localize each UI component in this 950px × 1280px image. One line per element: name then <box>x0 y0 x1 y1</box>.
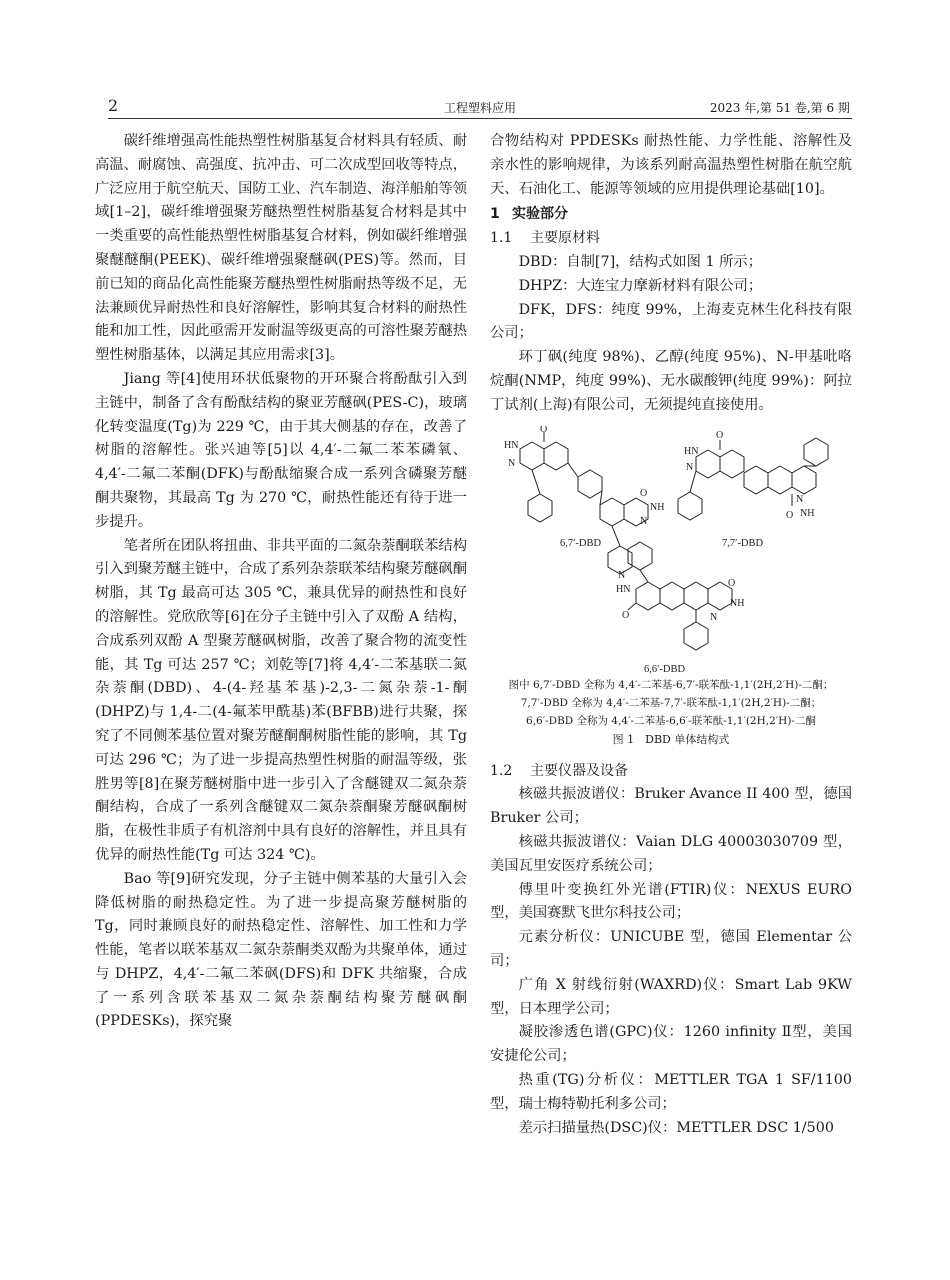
intro-paragraph-continued: 合物结构对 PPDESKs 耐热性能、力学性能、溶解性及亲水性的影响规律，为该系列耐高温热塑性树脂在航空航天、石油化工、能源等领域的应用提供理论基础[10]。 <box>490 133 852 197</box>
material-solvents: 环丁砜(纯度 98%)、乙醇(纯度 95%)、N-甲基吡咯烷酮(NMP，纯度 99%)、无水碳酸钾(纯度 99%)：阿拉丁试剂(上海)有限公司，无须提纯直接使用。 <box>490 349 852 413</box>
instrument-waxrd: 广角 X 射线衍射(WAXRD)仪：Smart Lab 9KW 型，日本理学公司； <box>490 976 852 1017</box>
atom-n-5: N <box>618 569 626 581</box>
instrument-tg: 热重(TG)分析仪：METTLER TGA 1 SF/1100 型，瑞士梅特勒托利多公司； <box>490 1071 852 1112</box>
subsection-heading-instruments <box>490 760 852 784</box>
subsection-number: 1.2 <box>490 762 513 779</box>
material-dfk-dfs: DFK，DFS：纯度 99%，上海麦克林生化科技有限公司； <box>490 301 852 342</box>
atom-nh-2: NH <box>800 507 815 519</box>
atom-nh-1: NH <box>650 501 665 513</box>
figure-caption-2: 7,7′-DBD 全称为 4,4′-二苯基-7,7′-联苯酞-1,1′(2H,2′H)-二酮； <box>520 696 822 709</box>
instrument-elemental: 元素分析仪：UNICUBE 型，德国 Elementar 公司； <box>490 929 852 969</box>
material-dhpz: DHPZ：大连宝力摩新材料有限公司； <box>518 277 763 294</box>
running-header <box>108 96 852 119</box>
atom-hn-2: HN <box>684 445 699 457</box>
intro-paragraph-2: Jiang 等[4]使用环状低聚物的开环聚合将酚酞引入到主链中，制备了含有酚酞结构的聚亚芳醚砜(PES-C)，玻璃化转变温度(Tg)为 229 ℃，由于其大侧基的存在，改善了树脂的溶解性。张兴迪等[5]以 4,4′-二氟二苯苯磷氧、4,4′-二氟二苯酮(DFK)与酚酞缩聚合成一系列含磷聚芳醚酮共聚物，其最高 Tg 为 270 ℃，耐热性能还有待于进一步提升。 <box>95 370 467 530</box>
subsection-title: 主要仪器及设备 <box>530 762 628 779</box>
figure-1 <box>490 426 852 750</box>
label-67-dbd: 6,7′-DBD <box>560 537 602 549</box>
right-column <box>490 130 852 1140</box>
atom-nh-3: NH <box>730 597 745 609</box>
atom-n-3: N <box>686 461 694 473</box>
instrument-ftir: 傅里叶变换红外光谱(FTIR)仪：NEXUS EURO 型，美国赛默飞世尔科技公司； <box>490 881 852 922</box>
subsection-heading-materials <box>490 227 852 251</box>
intro-paragraph-3: 笔者所在团队将扭曲、非共平面的二氮杂萘酮联苯结构引入到聚芳醚主链中，合成了系列杂萘联苯结构聚芳醚砜酮树脂，其 Tg 最高可达 305 ℃，兼具优异的耐热性和良好的溶解性。党欣欣等[6]在分子主链中引入了双酚 A 结构，合成系列双酚 A 型聚芳醚砜树脂，改善了聚合物的流变性能，其 Tg 可达 257 ℃；刘乾等[7]将 4,4′-二苯基联二氮杂萘酮(DBD)、4-(4-羟基苯基)-2,3-二氮杂萘-1-酮(DHPZ)与 1,4-二(4-氟苯甲酰基)苯(BFBB)进行共聚，探究了不同侧苯基位置对聚芳醚酮酮树脂性能的影响，其 Tg 可达 296 ℃；为了进一步提高热塑性树脂的耐温等级，张胜男等[8]在聚芳醚树脂中进一步引入了含醚键双二氮杂萘酮结构，合成了一系列含醚键双二氮杂萘酮聚芳醚砜酮树脂，在极性非质子有机溶剂中具有良好的溶解性，并且具有优异的耐热性能(Tg 可达 324 ℃)。 <box>95 537 467 863</box>
atom-n-1: N <box>508 457 516 469</box>
page-number: 2 <box>108 96 119 115</box>
journal-name: 工程塑料应用 <box>443 101 516 115</box>
material-dbd: DBD：自制[7]，结构式如图 1 所示； <box>518 253 763 270</box>
label-77-dbd: 7,7′-DBD <box>722 537 764 549</box>
atom-o-5: O <box>622 609 630 621</box>
section-heading-experimental <box>490 203 852 227</box>
atom-n-2: N <box>640 515 648 527</box>
atom-o-4: O <box>786 509 794 521</box>
instrument-dsc: 差示扫描量热(DSC)仪：METTLER DSC 1/500 <box>518 1119 834 1136</box>
atom-n-4: N <box>796 493 804 505</box>
subsection-number: 1.1 <box>490 230 513 247</box>
instrument-nmr-varian: 核磁共振波谱仪：Vaian DLG 40003030709 型，美国瓦里安医疗系统公司； <box>490 833 852 874</box>
atom-o-1: O <box>540 425 548 435</box>
structure-66-dbd <box>628 542 732 650</box>
section-title: 实验部分 <box>512 206 568 223</box>
section-number: 1 <box>490 206 500 223</box>
issue-info: 2023 年,第 51 卷,第 6 期 <box>709 101 850 115</box>
atom-hn-1: HN <box>504 439 519 451</box>
subsection-title: 主要原材料 <box>530 230 600 247</box>
left-column <box>95 130 467 1034</box>
dbd-structure-diagram <box>490 426 852 676</box>
intro-paragraph-4: Bao 等[9]研究发现，分子主链中侧苯基的大量引入会降低树脂的耐热稳定性。为了进一步提高聚芳醚树脂的 Tg，同时兼顾良好的耐热稳定性、溶解性、加工性和力学性能，笔者以联苯基双二氮杂萘酮类双酚为共聚单体，通过与 DHPZ，4,4′-二氟二苯砜(DFS)和 DFK 共缩聚，合成了一系列含联苯基双二氮杂萘酮结构聚芳醚砜酮(PPDESKs)，探究聚 <box>95 870 467 1030</box>
intro-paragraph-1: 碳纤维增强高性能热塑性树脂基复合材料具有轻质、耐高温、耐腐蚀、高强度、抗冲击、可二次成型回收等特点，广泛应用于航空航天、国防工业、汽车制造、海洋船舶等领域[1–2]，碳纤维增强聚芳醚热塑性树脂基复合材料是其中一类重要的高性能热塑性树脂基复合材料，例如碳纤维增强聚醚醚酮(PEEK)、碳纤维增强聚醚砜(PES)等。然而，目前已知的商品化高性能聚芳醚热塑性树脂耐热等级不足，无法兼顾优异耐热性和良好溶解性，影响其复合材料的耐热性能和加工性，因此亟需开发耐温等级更高的可溶性聚芳醚热塑性树脂基体，以满足其应用需求[3]。 <box>95 133 467 364</box>
instrument-nmr-bruker: 核磁共振波谱仪：Bruker Avance II 400 型，德国 Bruker 公司； <box>490 786 852 827</box>
figure-caption-3: 6,6′-DBD 全称为 4,4′-二苯基-6,6′-联苯酞-1,1′(2H,2′H)-二酮 <box>526 714 816 727</box>
label-66-dbd: 6,6′-DBD <box>644 663 686 675</box>
figure-caption-1: 图中 6,7′-DBD 全称为 4,4′-二苯基-6,7′-联苯酞-1,1′(2H,2′H)-二酮； <box>508 678 834 691</box>
atom-o-6: O <box>728 577 736 589</box>
atom-o-3: O <box>716 429 724 441</box>
atom-o-2: O <box>640 487 648 499</box>
instrument-gpc: 凝胶渗透色谱(GPC)仪：1260 infinity Ⅱ型，美国安捷伦公司； <box>490 1024 852 1065</box>
atom-n-6: N <box>710 611 718 623</box>
figure-title: 图 1 DBD 单体结构式 <box>612 732 730 746</box>
atom-hn-3: HN <box>616 583 631 595</box>
structure-67-dbd <box>520 432 648 574</box>
